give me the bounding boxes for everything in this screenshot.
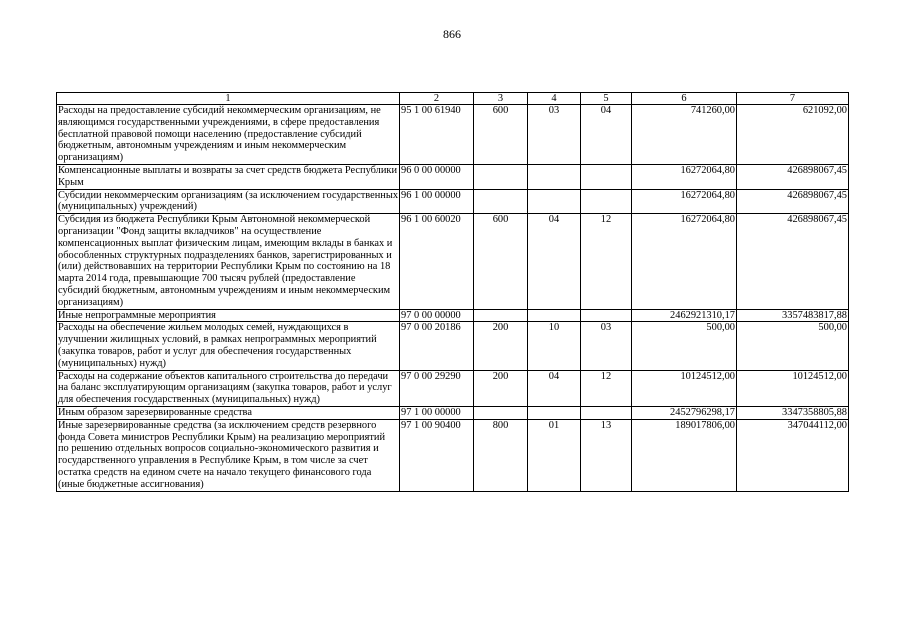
row-code-cell: 97 0 00 20186 (400, 322, 474, 370)
row-amount-col6-cell: 16272064,80 (632, 189, 737, 214)
table-row (57, 164, 849, 189)
row-col4-cell (528, 189, 581, 214)
row-code-cell: 96 1 00 60020 (400, 214, 474, 309)
row-col4-cell: 10 (528, 322, 581, 370)
row-col3-cell (474, 164, 528, 189)
row-col5-cell: 04 (581, 105, 632, 165)
row-col3-cell: 200 (474, 322, 528, 370)
column-header: 6 (632, 93, 737, 105)
row-name-cell: Субсидии некоммерческим организациям (за исключением государственных (муниципальных) учреждений) (58, 189, 399, 213)
row-col5-cell: 03 (581, 322, 632, 370)
row-code-cell: 97 1 00 00000 (400, 406, 474, 419)
table-row (57, 309, 849, 322)
row-amount-col7-cell: 426898067,45 (737, 189, 849, 214)
row-col4-cell: 04 (528, 370, 581, 406)
budget-table (56, 92, 849, 492)
table-row (57, 105, 849, 165)
row-amount-col6-cell: 2452796298,17 (632, 406, 737, 419)
table-row (57, 406, 849, 419)
row-col3-cell (474, 189, 528, 214)
row-name-cell: Иным образом зарезервированные средства (57, 406, 400, 419)
table-row (57, 419, 849, 491)
row-amount-col7-cell: 426898067,45 (737, 164, 849, 189)
row-amount-col6-cell: 741260,00 (632, 105, 737, 165)
row-code-cell: 96 1 00 00000 (400, 189, 474, 214)
row-amount-col7-cell: 347044112,00 (737, 419, 849, 491)
row-col4-cell: 04 (528, 214, 581, 309)
column-header: 2 (400, 93, 474, 105)
row-code-cell: 97 0 00 29290 (400, 370, 474, 406)
table-row (57, 214, 849, 309)
row-col3-cell: 800 (474, 419, 528, 491)
row-name-cell: Расходы на содержание объектов капитального строительства до передачи на баланс эксплуатирующим организациям (закупка товаров, работ и услуг для обеспечения государственных (муниципальных) нужд) (57, 370, 400, 406)
row-col3-cell: 600 (474, 214, 528, 309)
table-row (57, 370, 849, 406)
table-row (57, 189, 849, 214)
row-name-cell: Иные зарезервированные средства (за исключением средств резервного фонда Совета министров Республики Крым) на реализацию мероприятий по решению отдельных вопросов социально-экономического развития и государственного управления в Республике Крым, в том числе за счет остатка средств на едином счете на начало текущего финансового года (иные бюджетные ассигнования) (57, 419, 400, 491)
row-name-cell: Компенсационные выплаты и возвраты за счет средств бюджета Республики Крым (57, 164, 400, 189)
row-code-cell: 96 0 00 00000 (400, 164, 474, 189)
row-col4-cell (528, 309, 581, 322)
row-col4-cell: 01 (528, 419, 581, 491)
row-amount-col7-cell: 500,00 (737, 322, 849, 370)
page-number: 866 (443, 27, 461, 41)
row-amount-col6-cell: 16272064,80 (632, 214, 737, 309)
row-col3-cell: 200 (474, 370, 528, 406)
row-col5-cell (581, 164, 632, 189)
row-amount-col7-cell: 426898067,45 (737, 214, 849, 309)
row-code-cell: 97 1 00 90400 (400, 419, 474, 491)
row-code-cell: 95 1 00 61940 (400, 105, 474, 165)
row-col3-cell (474, 406, 528, 419)
row-col5-cell (581, 189, 632, 214)
row-amount-col7-cell: 3357483817,88 (737, 309, 849, 322)
row-amount-col6-cell: 10124512,00 (632, 370, 737, 406)
row-amount-col7-cell: 621092,00 (737, 105, 849, 165)
row-col4-cell (528, 406, 581, 419)
row-amount-col6-cell: 2462921310,17 (632, 309, 737, 322)
row-amount-col6-cell: 500,00 (632, 322, 737, 370)
column-header: 7 (737, 93, 849, 105)
row-amount-col6-cell: 189017806,00 (632, 419, 737, 491)
row-code-cell: 97 0 00 00000 (400, 309, 474, 322)
table-header-row (57, 93, 849, 105)
column-header: 5 (581, 93, 632, 105)
row-col5-cell: 12 (581, 214, 632, 309)
row-amount-col6-cell: 16272064,80 (632, 164, 737, 189)
row-name-cell: Иные непрограммные мероприятия (57, 309, 400, 322)
row-col5-cell: 13 (581, 419, 632, 491)
row-col5-cell: 12 (581, 370, 632, 406)
row-amount-col7-cell: 10124512,00 (737, 370, 849, 406)
row-col3-cell (474, 309, 528, 322)
row-col5-cell (581, 309, 632, 322)
column-header: 4 (528, 93, 581, 105)
table-row (57, 322, 849, 370)
row-name-cell: Расходы на предоставление субсидий некоммерческим организациям, не являющимся государственными учреждениями, в сфере предоставления бесплатной правовой помощи населению (предоставление субсидий бюджетным, автономным учреждениям и иным некоммерческим организациям) (57, 105, 400, 165)
row-col5-cell (581, 406, 632, 419)
row-col3-cell: 600 (474, 105, 528, 165)
row-col4-cell (528, 164, 581, 189)
row-name-cell: Субсидия из бюджета Республики Крым Автономной некоммерческой организации "Фонд защиты вкладчиков" на осуществление компенсационных выплат физическим лицам, имеющим вклады в банках и обособленных структурных подразделениях банков, зарегистрированных и (или) действовавших на территории Республики Крым по состоянию на 18 марта 2014 года, превышающие 700 тысяч рублей (предоставление субсидий бюджетным, автономным учреждениям и иным некоммерческим организациям) (57, 214, 400, 309)
row-amount-col7-cell: 3347358805,88 (737, 406, 849, 419)
row-col4-cell: 03 (528, 105, 581, 165)
column-header: 1 (57, 93, 400, 105)
column-header: 3 (474, 93, 528, 105)
row-name-cell: Расходы на обеспечение жильем молодых семей, нуждающихся в улучшении жилищных условий, в рамках непрограммных мероприятий (закупка товаров, работ и услуг для обеспечения государственных (муниципальных) нужд) (57, 322, 400, 370)
